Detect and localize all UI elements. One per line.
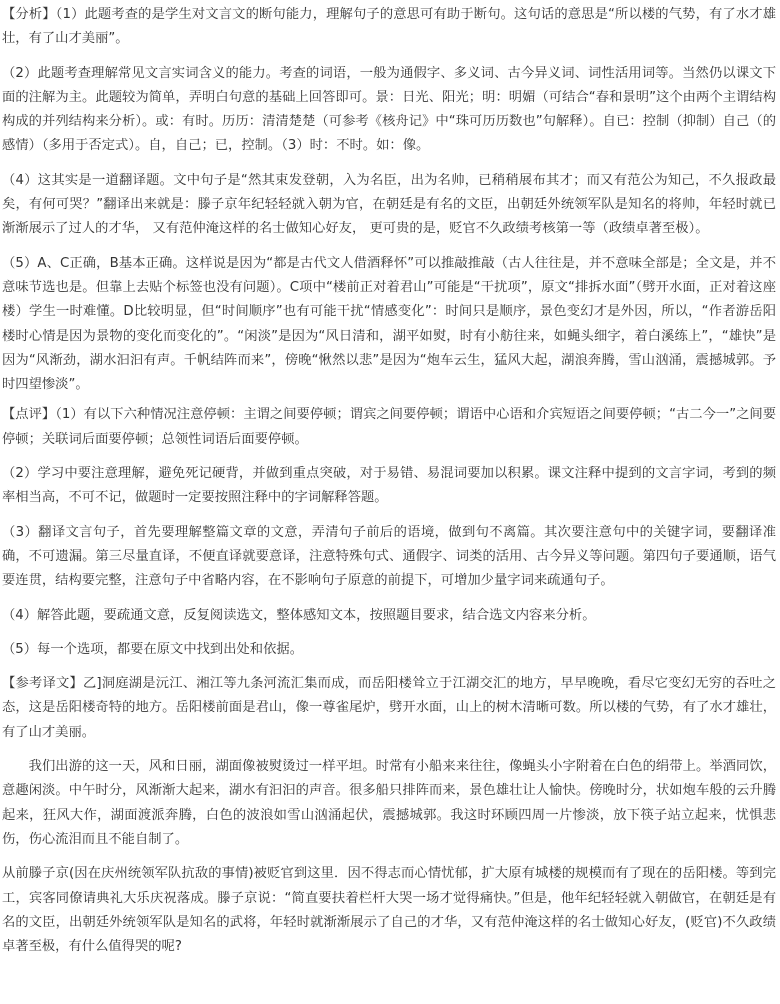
comment-paragraph-3 [2, 521, 776, 594]
paragraph-text: （1）有以下六种情况注意停顿：主谓之间要停顿；谓宾之间要停顿；谓语中心语和介宾短语之间要停顿；“古二今一”之间要停顿；关联词后面要停顿；总领性词语后面要停顿。 [2, 407, 777, 447]
paragraph-text: （3）翻译文言句子，首先要理解整篇文章的文意，弄清句子前后的语境，做到句不离篇。其次要注意句中的关键字词，要翻译准确，不可遗漏。第三尽量直译，不便直译就要意译，注意特殊句式、通假字、词类的活用、古今异义等问题。第四句子要通顺，语气要连贯，结构要完整，注意句子中省略内容，在不影响句子原意的前提下，可增加少量字词来疏通句子。 [2, 524, 776, 589]
paragraph-text: （2）此题考查理解常见文言实词含义的能力。考查的词语，一般为通假字、多义词、古今异义词、词性活用词等。当然仍以课文下面的注解为主。此题较为简单，弄明白句意的基础上回答即可。景：日光、阳光；明：明媚（可结合“春和景明”这个由两个主谓结构构成的并列结构来分析）。或：有时。历历：清清楚楚（可参考《核舟记》中“珠可历历数也”句解释）。自已：控制（抑制）自己（的感情）（多用于否定式）。自，自己；已，控制。（3）时：不时。如：像。 [2, 65, 776, 154]
comment-paragraph-2 [2, 462, 776, 511]
paragraph-text: （4）解答此题，要疏通文意，反复阅读选文，整体感知文本，按照题目要求，结合选文内容来分析。 [2, 607, 596, 623]
paragraph-text: （5）每一个选项，都要在原文中找到出处和依据。 [2, 641, 303, 657]
paragraph-text: （4）这其实是一道翻译题。文中句子是“然其束发登朝，入为名臣，出为名帅，已稍稍展布其才；而又有范公为知己，不久报政最矣，有何可哭？”翻译出来就是：滕子京年纪轻轻就入朝为官，在朝廷是有名的文臣，出朝廷外统领军队是知名的将帅，年轻时就已渐渐展示了过人的才华， 又有范仲淹这样的名士做知心好友， 更可贵的是，贬官不久政绩考核第一等（政绩卓著至极）。 [2, 172, 776, 237]
paragraph-text: （5）A、C正确，B基本正确。这样说是因为“都是古代文人借酒释怀”可以推敲推敲（古人往往是，并不意味全部是；全文是，并不意味节选也是。但靠上去贴个标签也没有问题）。C项中“楼前正对着君山”可能是“干扰项”，原文“排拆水面”（劈开水面，正对着这座楼）学生一时难懂。D比较明显，但“时间顺序”也有可能干扰“情感变化”：时间只是顺序，景色变幻才是外因，所以，“作者游岳阳楼时心情是因为景物的变化而变化的”。“闲淡”是因为“风日清和，湖平如熨，时有小舫往来，如蝇头细字，着白溪练上”，“雄快”是因为“风渐劲，湖水汩汩有声。千帆结阵而来”，傍晚“愀然以悲”是因为“炮车云生，猛风大起，湖浪奔腾，雪山汹涌，震撼城郭。予时四望惨淡”。 [2, 255, 776, 393]
paragraph-text: 我们出游的这一天，风和日丽，湖面像被熨烫过一样平坦。时常有小船来来往往，像蝇头小字附着在白色的绢带上。举酒同饮，意趣闲淡。中午时分，风渐渐大起来，湖水有汩汩的声音。很多船只排阵而来，景色雄壮让人愉快。傍晚时分，状如炮车般的云升腾起来，狂风大作，湖面渡派奔腾，白色的波浪如雪山汹涌起伏，震撼城郭。我这时环顾四周一片惨淡，放下筷子站立起来，忧惧悲伤，伤心流泪而且不能自制了。 [2, 759, 776, 847]
analysis-paragraph-2 [2, 62, 776, 159]
comment-paragraph-4 [2, 604, 776, 628]
comment-paragraph-5 [2, 638, 776, 662]
translation-paragraph-2 [2, 755, 776, 852]
analysis-paragraph-4 [2, 169, 776, 242]
translation-paragraph-3 [2, 862, 776, 959]
section-tag: 【点评】 [2, 407, 56, 423]
section-tag: 【分析】 [2, 7, 56, 22]
analysis-paragraph-1 [2, 3, 776, 52]
comment-paragraph-1 [2, 403, 776, 452]
paragraph-text: 乙]洞庭湖是沅江、湘江等九条河流汇集而成，而岳阳楼耸立于江湖交汇的地方，早早晚晚，看尽它变幻无穷的吞吐之态，这是岳阳楼奇特的地方。岳阳楼前面是君山，像一尊雀尾炉，劈开水面，山上的树木清晰可数。所以楼的气势，有了水才雄壮，有了山才美丽。 [2, 676, 777, 740]
analysis-paragraph-5 [2, 252, 776, 398]
paragraph-text: 从前滕子京(因在庆州统领军队抗敌的事情)被贬官到这里．因不得志而心情忧郁，扩大原有城楼的规模而有了现在的岳阳楼。等到完工，宾客同僚请典礼大乐庆祝落成。滕子京说：“简直要扶着栏杆大哭一场才觉得痛快。”但是，他年纪轻轻就入朝做官，在朝廷是有名的文臣，出朝廷外统领军队是知名的武将，年轻时就渐渐展示了自己的才华，又有范仲淹这样的名士做知心好友，(贬官)不久政绩卓著至极，有什么值得哭的呢? [2, 866, 776, 955]
translation-paragraph-1 [2, 672, 776, 745]
paragraph-text: （1）此题考查的是学生对文言文的断句能力，理解句子的意思可有助于断句。这句话的意思是“所以楼的气势，有了水才雄壮，有了山才美丽”。 [2, 7, 777, 47]
section-tag: 【参考译文】 [2, 676, 83, 692]
paragraph-text: （2）学习中要注意理解，避免死记硬背，并做到重点突破，对于易错、易混词要加以积累。课文注释中提到的文言字词，考到的频率相当高，不可不记，做题时一定要按照注释中的字词解释答题。 [2, 466, 776, 506]
